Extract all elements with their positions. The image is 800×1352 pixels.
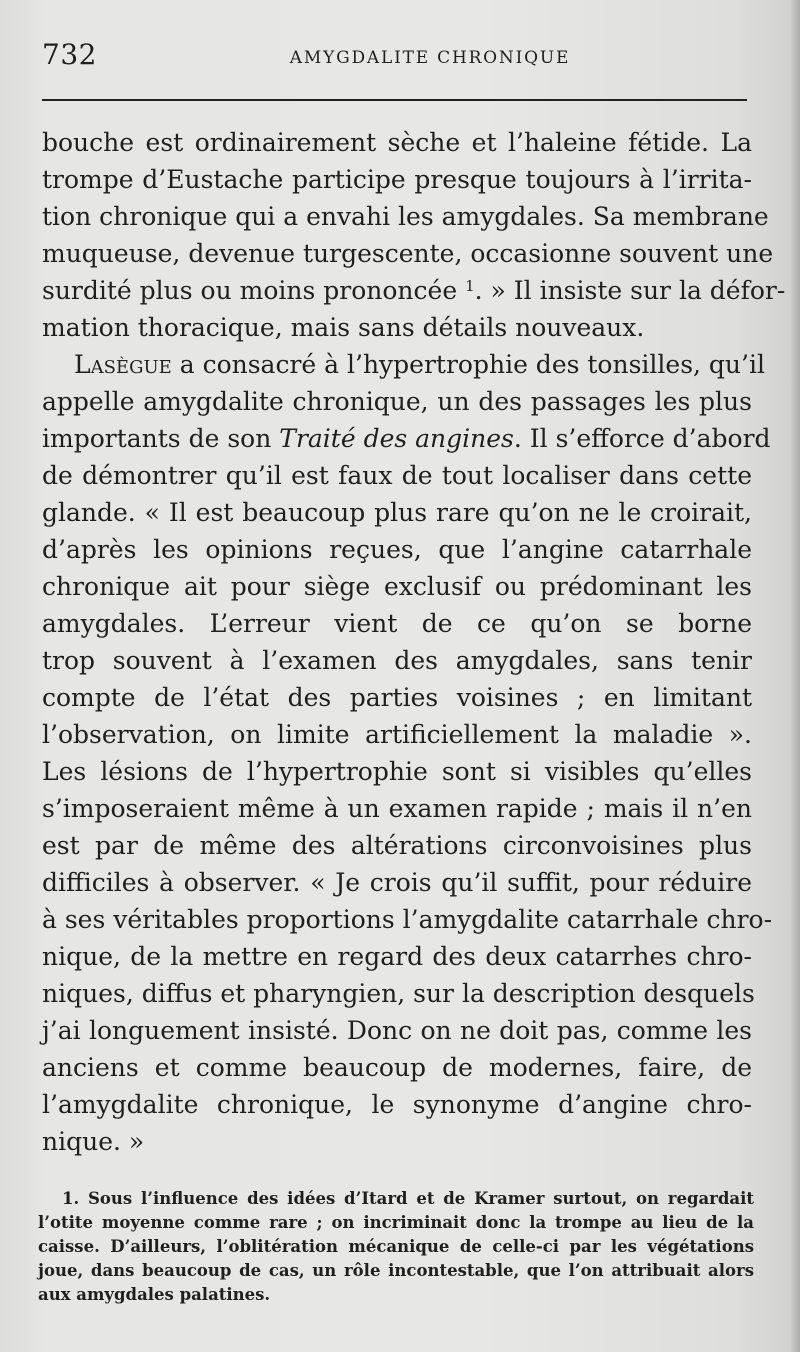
footnote-line: joue, dans beaucoup de cas, un rôle incontestable, que l’on attribuait alors — [38, 1261, 754, 1280]
text-segment: surdité plus ou moins prononcée — [42, 276, 458, 305]
text-line: nique, de la mettre en regard des deux catarrhes chro- — [42, 942, 752, 971]
text-line — [42, 420, 771, 457]
text-line: Les lésions de l’hypertrophie sont si visibles qu’elles — [42, 757, 752, 786]
text-line: est par de même des altérations circonvoisines plus — [42, 831, 752, 860]
text-line: mation thoracique, mais sans détails nouveaux. — [42, 313, 645, 342]
footnote-line: 1. Sous l’influence des idées d’Itard et de Kramer surtout, on regardait — [62, 1189, 754, 1208]
text-line: compte de l’état des parties voisines ; en limitant — [42, 683, 752, 712]
page-number: 732 — [42, 38, 97, 71]
text-line: de démontrer qu’il est faux de tout localiser dans cette — [42, 461, 752, 490]
text-line: amygdales. L’erreur vient de ce qu’on se borne — [42, 609, 752, 638]
text-line — [42, 346, 765, 383]
text-line: nique. » — [42, 1127, 145, 1156]
footnote-line: l’otite moyenne comme rare ; on incriminait donc la trompe au lieu de la — [38, 1213, 754, 1232]
text-line: l’amygdalite chronique, le synonyme d’angine chro- — [42, 1090, 752, 1119]
text-line: tion chronique qui a envahi les amygdales. Sa membrane — [42, 202, 769, 231]
text-line: chronique ait pour siège exclusif ou prédominant les — [42, 572, 752, 601]
page-edge-shadow — [790, 0, 800, 1352]
text-segment: . » Il insiste sur la défor- — [474, 276, 786, 305]
text-line: appelle amygdalite chronique, un des passages les plus — [42, 387, 752, 416]
text-line: j’ai longuement insisté. Donc on ne doit pas, comme les — [42, 1016, 752, 1045]
text-line: d’après les opinions reçues, que l’angine catarrhale — [42, 535, 752, 564]
text-line: à ses véritables proportions l’amygdalite catarrhale chro- — [42, 905, 773, 934]
text-line: trompe d’Eustache participe presque toujours à l’irrita- — [42, 165, 752, 194]
footnote-reference: 1 — [465, 277, 475, 295]
text-line: s’imposeraient même à un examen rapide ; mais il n’en — [42, 794, 752, 823]
footnote-line: aux amygdales palatines. — [38, 1285, 271, 1304]
book-title: Traité des angines — [279, 424, 514, 453]
text-line — [42, 272, 786, 309]
text-line: l’observation, on limite artificiellement la maladie ». — [42, 720, 752, 749]
text-line: niques, diffus et pharyngien, sur la description desquels — [42, 979, 755, 1008]
author-name: Lasègue — [74, 350, 172, 379]
text-segment: . Il s’efforce d’abord — [513, 424, 771, 453]
text-line: trop souvent à l’examen des amygdales, sans tenir — [42, 646, 752, 675]
text-segment: a consacré à l’hypertrophie des tonsilles, qu’il — [179, 350, 765, 379]
text-line: anciens et comme beaucoup de modernes, faire, de — [42, 1053, 752, 1082]
text-line: glande. « Il est beaucoup plus rare qu’on ne le croirait, — [42, 498, 752, 527]
footnote — [38, 1187, 754, 1307]
running-head: AMYGDALITE CHRONIQUE — [289, 48, 571, 68]
text-line: bouche est ordinairement sèche et l’haleine fétide. La — [42, 128, 752, 157]
text-segment: importants de son — [42, 424, 272, 453]
text-line: difficiles à observer. « Je crois qu’il suffit, pour réduire — [42, 868, 752, 897]
body-text — [42, 124, 786, 1160]
header-rule — [42, 99, 747, 101]
footnote-line: caisse. D’ailleurs, l’oblitération mécanique de celle-ci par les végétations — [38, 1237, 754, 1256]
text-line: muqueuse, devenue turgescente, occasionne souvent une — [42, 239, 774, 268]
